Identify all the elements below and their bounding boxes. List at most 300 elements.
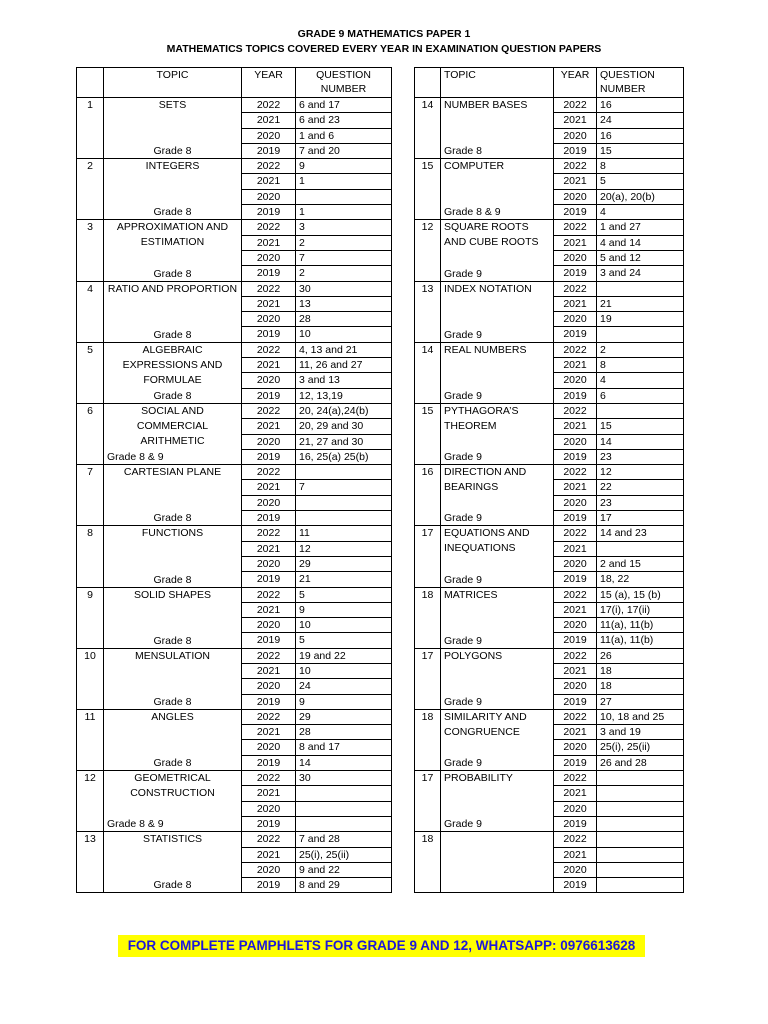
table-row [77,220,684,235]
table-row [77,281,684,296]
question-cell: 15 [597,143,684,158]
table-header-row [77,68,684,98]
table-row [77,465,684,480]
year-cell: 2020 [554,740,597,755]
topic-name: APPROXIMATION AND ESTIMATION [116,221,229,249]
topic-cell [104,342,242,403]
year-cell: 2019 [242,572,296,587]
topic-name: PROBABILITY [444,772,513,785]
question-cell: 18 [597,679,684,694]
question-cell [597,816,684,831]
question-cell: 14 [296,755,392,770]
year-cell: 2022 [554,465,597,480]
question-cell: 7 and 28 [296,832,392,847]
year-cell: 2020 [242,434,296,449]
grade-label: Grade 9 [444,757,482,770]
topic-name: ANGLES [151,710,194,723]
question-cell: 5 [296,633,392,648]
topic-name: MENSULATION [134,649,211,662]
topic-number: 12 [77,771,104,832]
year-cell: 2022 [242,648,296,663]
question-cell: 4 [597,205,684,220]
topic-name: INDEX NOTATION [444,282,532,295]
topic-cell [441,709,554,770]
column-gap [392,327,415,342]
topic-name: COMPUTER [444,160,505,173]
column-gap [392,281,415,296]
question-cell: 29 [296,556,392,571]
column-gap [392,618,415,633]
question-cell: 9 [296,694,392,709]
year-cell: 2022 [554,709,597,724]
question-cell: 8 and 17 [296,740,392,755]
question-cell: 16 [597,128,684,143]
page-subtitle: MATHEMATICS TOPICS COVERED EVERY YEAR IN EXAMINATION QUESTION PAPERS [166,43,602,55]
year-cell: 2019 [242,143,296,158]
column-gap [392,419,415,434]
column-gap [392,495,415,510]
header-num-right [415,68,441,98]
grade-label: Grade 8 & 9 [444,206,501,219]
topic-number: 15 [415,159,441,220]
year-cell: 2019 [554,816,597,831]
question-cell: 19 and 22 [296,648,392,663]
column-gap [392,541,415,556]
column-gap [392,694,415,709]
grade-label: Grade 9 [444,512,482,525]
topic-cell [441,403,554,464]
topic-name: CARTESIAN PLANE [123,466,222,479]
topic-name: STATISTICS [142,833,203,846]
question-cell: 23 [597,495,684,510]
column-gap [392,68,415,98]
question-cell [597,327,684,342]
question-cell: 23 [597,449,684,464]
question-cell [597,281,684,296]
year-cell: 2020 [554,618,597,633]
column-gap [392,403,415,418]
year-cell: 2020 [242,801,296,816]
topic-cell [441,159,554,220]
year-cell: 2019 [554,143,597,158]
year-cell: 2022 [242,98,296,113]
question-cell: 16 [597,98,684,113]
topic-name: REAL NUMBERS [444,343,527,356]
grade-label: Grade 9 [444,818,482,831]
year-cell: 2021 [554,541,597,556]
year-cell: 2021 [554,663,597,678]
grade-label: Grade 9 [444,389,482,402]
question-cell: 9 [296,159,392,174]
year-cell: 2020 [554,495,597,510]
table-row [77,342,684,357]
topic-number: 12 [415,220,441,281]
grade-label: Grade 9 [444,451,482,464]
topic-name: INTEGERS [145,160,200,173]
column-gap [392,816,415,831]
question-cell: 2 and 15 [597,556,684,571]
year-cell: 2021 [554,847,597,862]
year-cell: 2020 [554,862,597,877]
question-cell [296,511,392,526]
grade-label: Grade 8 & 9 [107,818,164,831]
grade-label: Grade 8 & 9 [107,451,164,464]
year-cell: 2022 [242,403,296,418]
question-cell: 7 [296,480,392,495]
column-gap [392,801,415,816]
question-cell: 3 and 19 [597,725,684,740]
column-gap [392,709,415,724]
grade-label: Grade 8 [153,145,192,158]
column-gap [392,572,415,587]
topic-cell [104,709,242,770]
question-cell: 2 [296,266,392,281]
topic-number: 2 [77,159,104,220]
year-cell: 2019 [554,511,597,526]
topic-cell [104,771,242,832]
question-cell: 7 and 20 [296,143,392,158]
year-cell: 2020 [554,679,597,694]
column-gap [392,648,415,663]
column-gap [392,526,415,541]
header-question-right: QUESTION NUMBER [597,68,684,98]
year-cell: 2019 [554,449,597,464]
question-cell: 14 [597,434,684,449]
question-cell [597,862,684,877]
year-cell: 2019 [242,266,296,281]
year-cell: 2019 [554,694,597,709]
topic-cell [104,220,242,281]
year-cell: 2021 [554,725,597,740]
topic-cell [441,587,554,648]
question-cell: 10 [296,663,392,678]
topic-name: POLYGONS [444,649,503,662]
question-cell [597,847,684,862]
column-gap [392,174,415,189]
header-topic-right: TOPIC [441,68,554,98]
question-cell: 1 and 27 [597,220,684,235]
topic-cell [441,281,554,342]
year-cell: 2019 [554,266,597,281]
grade-label: Grade 9 [444,573,482,586]
year-cell: 2021 [242,174,296,189]
question-cell [296,495,392,510]
grade-label: Grade 9 [444,267,482,280]
column-gap [392,205,415,220]
question-cell: 9 and 22 [296,862,392,877]
column-gap [392,663,415,678]
column-gap [392,465,415,480]
question-cell: 1 and 6 [296,128,392,143]
column-gap [392,342,415,357]
topic-name: PYTHAGORA’S THEOREM [444,404,519,432]
column-gap [392,312,415,327]
year-cell: 2022 [554,342,597,357]
year-cell: 2021 [554,602,597,617]
question-cell: 28 [296,312,392,327]
year-cell: 2022 [554,281,597,296]
question-cell [296,465,392,480]
topic-cell [104,648,242,709]
grade-label: Grade 8 [153,879,192,892]
column-gap [392,587,415,602]
year-cell: 2022 [242,281,296,296]
year-cell: 2021 [554,174,597,189]
year-cell: 2022 [554,220,597,235]
year-cell: 2019 [242,449,296,464]
question-cell: 1 [296,174,392,189]
question-cell: 6 [597,388,684,403]
question-cell: 10 [296,618,392,633]
year-cell: 2019 [242,816,296,831]
year-cell: 2019 [554,388,597,403]
year-cell: 2021 [554,480,597,495]
topic-number: 14 [415,342,441,403]
question-cell: 25(i), 25(ii) [597,740,684,755]
topic-number: 18 [415,832,441,893]
header-num-left [77,68,104,98]
column-gap [392,480,415,495]
year-cell: 2020 [554,801,597,816]
column-gap [392,373,415,388]
question-cell: 8 [597,358,684,373]
table-row [77,709,684,724]
question-cell [296,816,392,831]
question-cell: 14 and 23 [597,526,684,541]
question-cell: 15 (a), 15 (b) [597,587,684,602]
year-cell: 2019 [242,633,296,648]
year-cell: 2022 [242,159,296,174]
question-cell: 20, 24(a),24(b) [296,403,392,418]
topic-number: 8 [77,526,104,587]
question-cell [597,786,684,801]
year-cell: 2021 [242,725,296,740]
table-row [77,832,684,847]
column-gap [392,388,415,403]
year-cell: 2022 [242,771,296,786]
column-gap [392,832,415,847]
header-year-right: YEAR [554,68,597,98]
column-gap [392,358,415,373]
topic-cell [104,587,242,648]
question-cell: 12 [597,465,684,480]
column-gap [392,266,415,281]
table-row [77,159,684,174]
column-gap [392,786,415,801]
topic-name: SOLID SHAPES [133,588,212,601]
grade-label: Grade 8 [153,757,192,770]
question-cell [296,786,392,801]
question-cell: 21 [296,572,392,587]
topic-number: 4 [77,281,104,342]
year-cell: 2020 [554,373,597,388]
question-cell: 2 [597,342,684,357]
question-cell: 5 [597,174,684,189]
year-cell: 2021 [242,663,296,678]
column-gap [392,847,415,862]
year-cell: 2020 [242,618,296,633]
header-year-left: YEAR [242,68,296,98]
column-gap [392,113,415,128]
topic-cell [441,98,554,159]
year-cell: 2020 [554,434,597,449]
table-row [77,403,684,418]
question-cell: 26 and 28 [597,755,684,770]
year-cell: 2019 [554,755,597,770]
topic-number: 5 [77,342,104,403]
table-row [77,771,684,786]
year-cell: 2022 [554,771,597,786]
question-cell: 3 and 13 [296,373,392,388]
year-cell: 2020 [554,128,597,143]
question-cell: 8 [597,159,684,174]
header-topic-left: TOPIC [104,68,242,98]
year-cell: 2020 [242,556,296,571]
year-cell: 2021 [554,786,597,801]
question-cell [296,189,392,204]
topic-cell [104,159,242,220]
topic-cell [441,526,554,587]
year-cell: 2020 [242,250,296,265]
question-cell: 10, 18 and 25 [597,709,684,724]
year-cell: 2022 [242,709,296,724]
question-cell: 25(i), 25(ii) [296,847,392,862]
grade-label: Grade 8 [153,634,192,647]
grade-label: Grade 8 [444,145,482,158]
column-gap [392,235,415,250]
table-row [77,98,684,113]
question-cell [296,801,392,816]
column-gap [392,862,415,877]
year-cell: 2022 [242,342,296,357]
column-gap [392,771,415,786]
question-cell: 5 and 12 [597,250,684,265]
topic-number: 11 [77,709,104,770]
topic-number: 18 [415,587,441,648]
question-cell: 5 [296,587,392,602]
year-cell: 2022 [554,648,597,663]
column-gap [392,878,415,893]
topic-cell [441,342,554,403]
topic-number: 10 [77,648,104,709]
year-cell: 2022 [242,220,296,235]
question-cell: 6 and 23 [296,113,392,128]
year-cell: 2020 [242,679,296,694]
question-cell [597,801,684,816]
page-title: GRADE 9 MATHEMATICS PAPER 1 [297,28,471,40]
question-cell: 30 [296,281,392,296]
question-cell: 6 and 17 [296,98,392,113]
topic-number: 18 [415,709,441,770]
question-cell: 3 [296,220,392,235]
question-cell [597,541,684,556]
year-cell: 2021 [242,358,296,373]
grade-label: Grade 8 [153,328,192,341]
footer-banner: FOR COMPLETE PAMPHLETS FOR GRADE 9 AND 12, WHATSAPP: 0976613628 [118,935,645,957]
year-cell: 2019 [554,327,597,342]
question-cell: 2 [296,235,392,250]
topic-cell [104,465,242,526]
year-cell: 2021 [554,113,597,128]
question-cell: 19 [597,312,684,327]
topic-number: 13 [77,832,104,893]
topic-cell [441,465,554,526]
year-cell: 2020 [242,373,296,388]
column-gap [392,143,415,158]
year-cell: 2021 [242,235,296,250]
year-cell: 2022 [554,587,597,602]
topic-cell [441,648,554,709]
question-cell: 24 [296,679,392,694]
question-cell: 20, 29 and 30 [296,419,392,434]
topic-number: 3 [77,220,104,281]
question-cell: 21 [597,296,684,311]
question-cell: 21, 27 and 30 [296,434,392,449]
question-cell: 30 [296,771,392,786]
question-cell: 15 [597,419,684,434]
topic-number: 9 [77,587,104,648]
year-cell: 2022 [554,403,597,418]
question-cell: 11 [296,526,392,541]
topic-cell [104,281,242,342]
topic-number: 6 [77,403,104,464]
year-cell: 2021 [242,847,296,862]
year-cell: 2021 [242,602,296,617]
topic-number: 14 [415,98,441,159]
year-cell: 2021 [242,296,296,311]
topic-number: 16 [415,465,441,526]
year-cell: 2022 [242,832,296,847]
year-cell: 2019 [554,205,597,220]
question-cell: 11(a), 11(b) [597,633,684,648]
topic-name: SOCIAL AND COMMERCIAL ARITHMETIC [136,404,209,447]
year-cell: 2020 [554,556,597,571]
question-cell: 26 [597,648,684,663]
question-cell [597,403,684,418]
question-cell: 7 [296,250,392,265]
question-cell: 8 and 29 [296,878,392,893]
year-cell: 2022 [242,587,296,602]
year-cell: 2019 [242,511,296,526]
question-cell: 17 [597,511,684,526]
question-cell: 27 [597,694,684,709]
question-cell: 18, 22 [597,572,684,587]
question-cell: 17(i), 17(ii) [597,602,684,617]
topic-cell [104,98,242,159]
year-cell: 2020 [242,740,296,755]
question-cell: 12, 13,19 [296,388,392,403]
topic-name: ALGEBRAIC EXPRESSIONS AND FORMULAE [122,343,223,386]
year-cell: 2019 [242,205,296,220]
column-gap [392,189,415,204]
question-cell: 13 [296,296,392,311]
column-gap [392,220,415,235]
column-gap [392,449,415,464]
year-cell: 2019 [242,388,296,403]
grade-label: Grade 8 [153,695,192,708]
topic-number: 13 [415,281,441,342]
year-cell: 2022 [242,526,296,541]
topic-cell [104,832,242,893]
year-cell: 2020 [242,312,296,327]
year-cell: 2019 [242,755,296,770]
grade-label: Grade 9 [444,634,482,647]
year-cell: 2020 [242,128,296,143]
column-gap [392,98,415,113]
question-cell: 18 [597,663,684,678]
year-cell: 2020 [242,495,296,510]
topic-name: SQUARE ROOTS AND CUBE ROOTS [444,221,539,249]
